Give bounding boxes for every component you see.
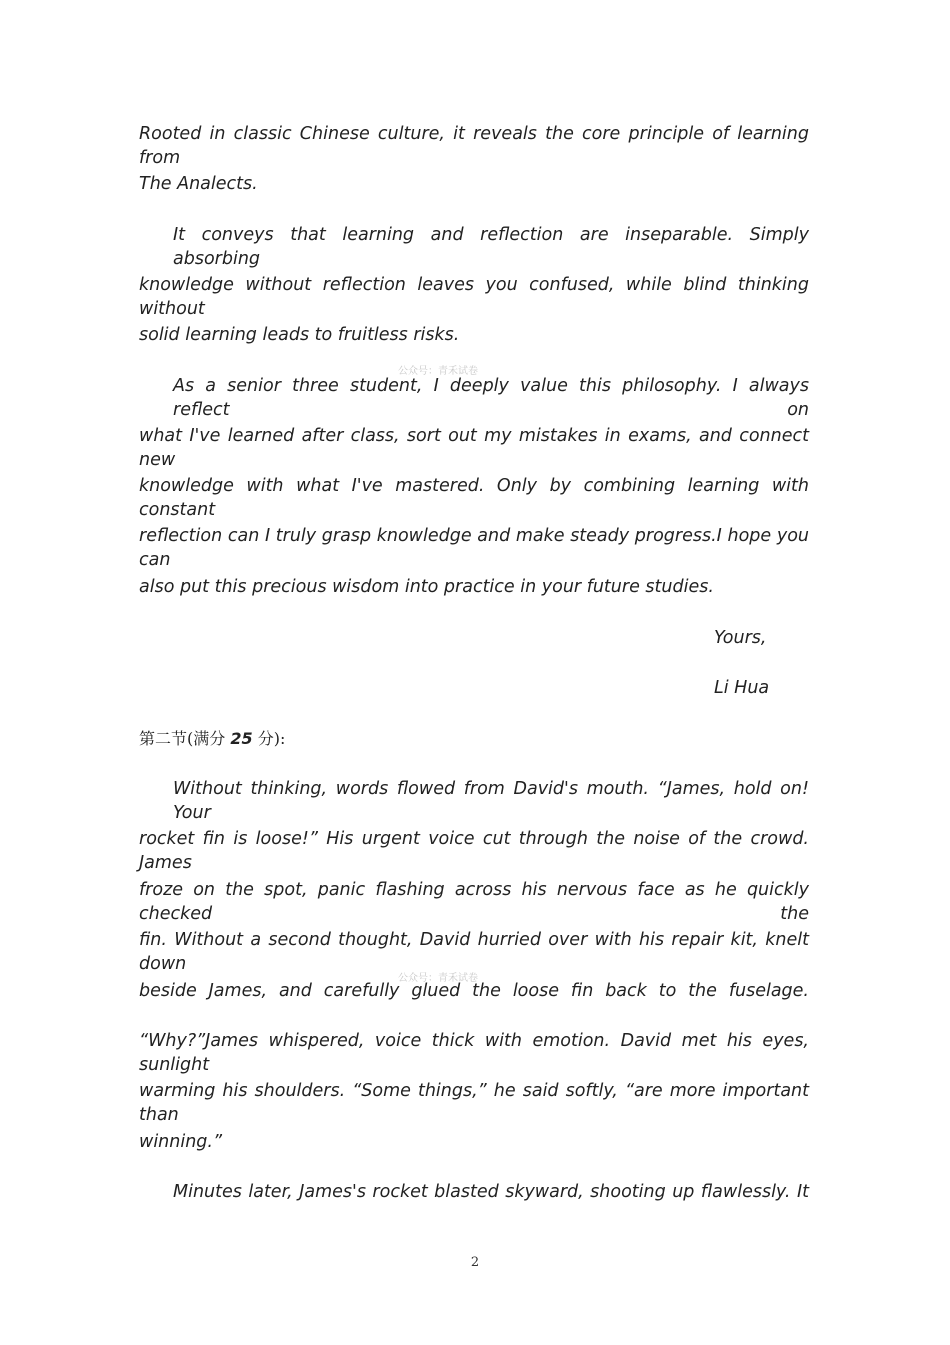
section-heading-score: 25 (230, 729, 253, 748)
section-heading-prefix: 第二节(满分 (139, 729, 226, 748)
story-line-1: Without thinking, words flowed from David's mouth. “James, hold on! Your (173, 779, 809, 823)
letter-signature: Li Hua (714, 678, 770, 698)
story-line-3: froze on the spot, panic flashing across his nervous face as he quickly checked the (139, 880, 809, 924)
watermark-top: 公众号：青禾试卷 (398, 366, 478, 377)
letter-line-2: The Analects. (139, 174, 258, 194)
section-heading-suffix: 分): (257, 729, 286, 748)
section-heading (139, 727, 285, 751)
story-line-5: beside James, and carefully glued the loose fin back to the fuselage. (139, 981, 809, 1001)
story-line-9: Minutes later, James's rocket blasted skyward, shooting up flawlessly. It (173, 1182, 809, 1202)
letter-line-3: It conveys that learning and reflection are inseparable. Simply absorbing (173, 225, 809, 269)
story-line-7: warming his shoulders. “Some things,” he said softly, “are more important than (139, 1081, 809, 1125)
letter-line-10: also put this precious wisdom into practice in your future studies. (139, 577, 714, 597)
letter-closing: Yours, (714, 628, 767, 648)
letter-line-1: Rooted in classic Chinese culture, it reveals the core principle of learning from (139, 124, 809, 168)
letter-line-6: As a senior three student, I deeply value this philosophy. I always reflect on (173, 376, 809, 420)
watermark-bottom: 公众号：青禾试卷 (398, 973, 478, 984)
letter-line-4: knowledge without reflection leaves you confused, while blind thinking without (139, 275, 809, 319)
letter-line-7: what I've learned after class, sort out my mistakes in exams, and connect new (139, 426, 809, 470)
story-line-6: “Why?”James whispered, voice thick with emotion. David met his eyes, sunlight (139, 1031, 809, 1075)
story-line-8: winning.” (139, 1132, 223, 1152)
letter-line-8: knowledge with what I've mastered. Only by combining learning with constant (139, 476, 809, 520)
page-number: 2 (470, 1255, 480, 1270)
story-line-4: fin. Without a second thought, David hurried over with his repair kit, knelt down (139, 930, 809, 974)
story-line-2: rocket fin is loose!” His urgent voice cut through the noise of the crowd. James (139, 829, 809, 873)
letter-line-9: reflection can I truly grasp knowledge and make steady progress.I hope you can (139, 526, 809, 570)
letter-line-5: solid learning leads to fruitless risks. (139, 325, 460, 345)
